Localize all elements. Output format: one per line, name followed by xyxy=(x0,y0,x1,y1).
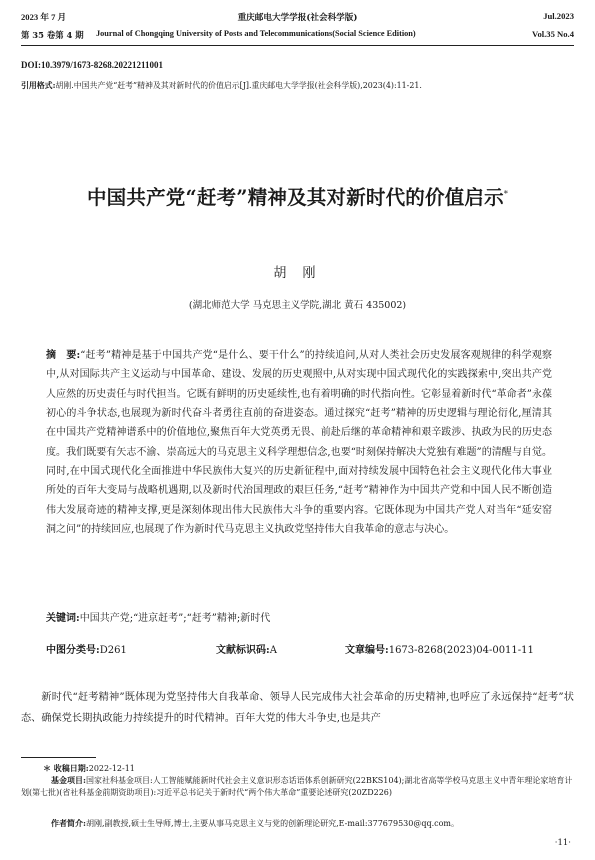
header-rule xyxy=(21,45,574,46)
article-title xyxy=(0,182,595,210)
abstract-text: “赶考”精神是基于中国共产党“是什么、要干什么”的持续追问,从对人类社会历史发展客观规律的科学观察中,从对国际共产主义运动与中国革命、建设、发展的历史观照中,从对实现中国式现代化的实践探索中,突出共产党人应然的历史责任与时代担当。它既有鲜明的历史延续性,也有着明确的时代指向性。它彰显着新时代“革命者”永葆初心的斗争状态,也展现为新时代奋斗者勇往直前的奋进姿态。通过探究“赶考”精神的历史逻辑与理论衍化,厘清其在中国共产党精神谱系中的价值地位,聚焦百年大党英勇无畏、前赴后继的革命精神和艰辛跋涉、执政为民的历史态度。我们既要有矢志不渝、崇高远大的马克思主义科学理想信念,也要“时刻保持解决大党独有难题”的清醒与自觉。同时,在中国式现代化全面推进中华民族伟大复兴的历史新征程中,面对持续发展中国特色社会主义现代化伟大事业所处的百年大变局与战略机遇期,以及新时代治国理政的艰巨任务,“赶考”精神作为中国共产党和中国人民不断创造伟大发展奇迹的精神支撑,更是深刻体现出伟大民族伟大斗争的重要内容。它既体现为中国共产党人对当年“延安窑洞之问”的持续回应,也展现了作为新时代马克思主义执政党坚持伟大自我革命的意志与决心。 xyxy=(46,350,552,536)
header-volume-en: Vol.35 No.4 xyxy=(532,29,574,39)
document-code-value: A xyxy=(269,645,277,656)
citation-text: 胡刚.中国共产党“赶考”精神及其对新时代的价值启示[J].重庆邮电大学学报(社会科学版),2023(4):11-21. xyxy=(55,81,422,90)
keywords xyxy=(46,609,552,624)
author-affiliation: (湖北师范大学 马克思主义学院,湖北 黄石 435002) xyxy=(188,300,407,311)
header-date-en: Jul.2023 xyxy=(543,11,574,21)
doi: DOI:10.3979/1673-8268.20221211001 xyxy=(21,60,164,70)
clc-label: 中图分类号: xyxy=(46,645,100,656)
document-code xyxy=(216,641,277,656)
header-volume-cn: 第 35 卷第 4 期 xyxy=(21,30,84,40)
fund-text: 国家社科基金项目:人工智能赋能新时代社会主义意识形态话语体系创新研究(22BKS104);湖北省高等学校马克思主义中青年理论家培育计划(第七批)(省社科基金前期资助项目):习近平总书记关于新时代“两个伟大革命”重要论述研究(20ZD226) xyxy=(21,776,573,797)
keywords-label: 关键词: xyxy=(46,613,80,624)
footnote-received xyxy=(21,763,574,775)
title-footnote-mark: * xyxy=(503,189,509,199)
received-label: ＊ 收稿日期: xyxy=(43,763,89,773)
header-journal-cn: 重庆邮电大学学报(社会科学版) xyxy=(237,13,358,23)
citation-label: 引用格式: xyxy=(21,81,56,90)
document-code-label: 文献标识码: xyxy=(216,645,270,656)
page-number: ·11· xyxy=(554,838,571,848)
article-number-value: 1673-8268(2023)04-0011-11 xyxy=(388,645,534,656)
author-name: 胡 刚 xyxy=(273,266,322,281)
keywords-text: 中国共产党;“进京赶考”;“赶考”精神;新时代 xyxy=(79,613,271,624)
footnote-rule xyxy=(21,757,96,758)
clc-value: D261 xyxy=(99,645,127,656)
footnote-fund xyxy=(21,775,574,798)
footnote-author xyxy=(21,818,574,830)
article-title-text: 中国共产党“赶考”精神及其对新时代的价值启示 xyxy=(86,186,504,209)
fund-label: 基金项目: xyxy=(51,775,86,785)
header-date-cn: 2023 年 7 月 xyxy=(21,12,67,22)
author-bio-label: 作者简介: xyxy=(51,818,86,828)
abstract xyxy=(46,346,552,539)
author-bio-text: 胡刚,副教授,硕士生导师,博士,主要从事马克思主义与党的创新理论研究,E-mail:377679530@qq.com。 xyxy=(85,819,460,828)
body-paragraph: 新时代“赶考精神”既体现为党坚持伟大自我革命、领导人民完成伟大社会革命的历史精神,也呼应了永远保持“赶考”状态、确保党长期执政能力持续提升的时代精神。百年大党的伟大斗争史,也是共产 xyxy=(21,692,574,724)
clc-number xyxy=(46,641,127,656)
citation xyxy=(21,80,574,91)
article-number xyxy=(345,641,534,656)
article-number-label: 文章编号: xyxy=(345,645,389,656)
header-journal-en: Journal of Chongqing University of Posts and Telecommunications(Social Science Edition) xyxy=(96,29,416,38)
abstract-label: 摘 要: xyxy=(46,350,81,361)
received-date: 2022-12-11 xyxy=(88,764,135,773)
